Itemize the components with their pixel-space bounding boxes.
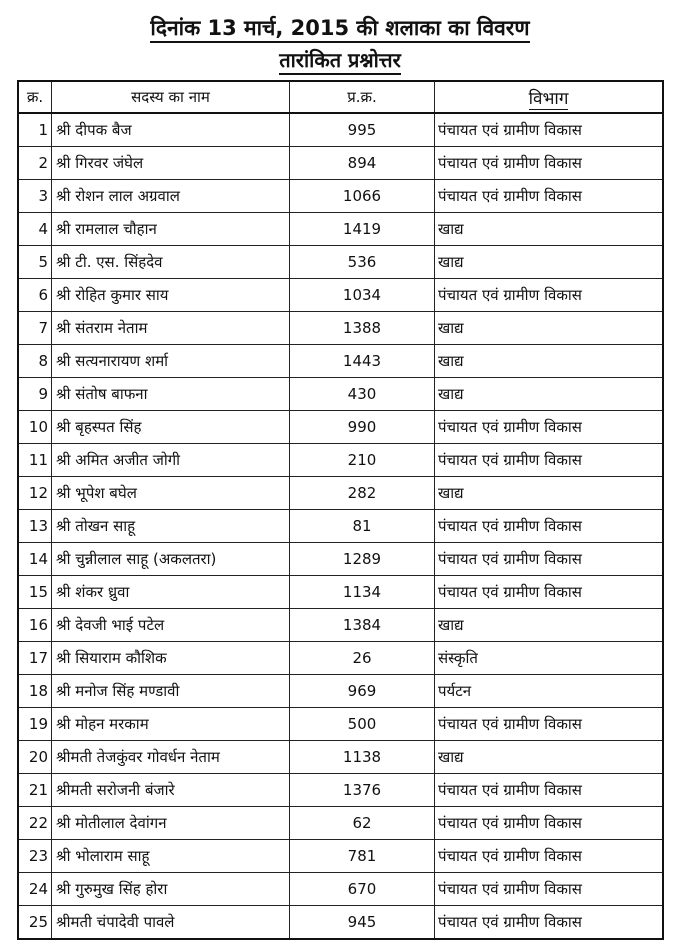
table-row: [18, 642, 663, 675]
cell-department: खाद्य: [435, 246, 664, 279]
cell-question-number: 670: [290, 873, 435, 906]
cell-serial: 23: [18, 840, 52, 873]
cell-serial: 21: [18, 774, 52, 807]
cell-question-number: 969: [290, 675, 435, 708]
table-row: [18, 774, 663, 807]
cell-member-name: श्री शंकर ध्रुवा: [52, 576, 290, 609]
cell-member-name: श्री मोतीलाल देवांगन: [52, 807, 290, 840]
table-row: [18, 576, 663, 609]
cell-member-name: श्री संतराम नेताम: [52, 312, 290, 345]
cell-department: खाद्य: [435, 477, 664, 510]
cell-department: पंचायत एवं ग्रामीण विकास: [435, 708, 664, 741]
cell-question-number: 1138: [290, 741, 435, 774]
cell-department: पंचायत एवं ग्रामीण विकास: [435, 807, 664, 840]
cell-member-name: श्रीमती सरोजनी बंजारे: [52, 774, 290, 807]
document-title: [0, 14, 680, 42]
table-body: [18, 113, 663, 939]
header-row: [18, 81, 663, 113]
cell-serial: 3: [18, 180, 52, 213]
cell-serial: 25: [18, 906, 52, 940]
cell-serial: 15: [18, 576, 52, 609]
header-member-name: सदस्य का नाम: [52, 81, 290, 113]
cell-question-number: 210: [290, 444, 435, 477]
cell-serial: 24: [18, 873, 52, 906]
cell-department: पंचायत एवं ग्रामीण विकास: [435, 444, 664, 477]
cell-serial: 5: [18, 246, 52, 279]
table-header: [18, 81, 663, 113]
header-department: [435, 81, 664, 113]
table-row: [18, 147, 663, 180]
cell-member-name: श्री देवजी भाई पटेल: [52, 609, 290, 642]
cell-department: पर्यटन: [435, 675, 664, 708]
cell-serial: 19: [18, 708, 52, 741]
cell-department: पंचायत एवं ग्रामीण विकास: [435, 411, 664, 444]
cell-question-number: 500: [290, 708, 435, 741]
cell-department: पंचायत एवं ग्रामीण विकास: [435, 840, 664, 873]
document-title-text: दिनांक 13 मार्च, 2015 की शलाका का विवरण: [150, 16, 529, 43]
cell-member-name: श्री संतोष बाफना: [52, 378, 290, 411]
table-row: [18, 510, 663, 543]
cell-serial: 18: [18, 675, 52, 708]
table-row: [18, 113, 663, 147]
cell-serial: 6: [18, 279, 52, 312]
cell-member-name: श्री तोखन साहू: [52, 510, 290, 543]
cell-question-number: 894: [290, 147, 435, 180]
cell-department: खाद्य: [435, 609, 664, 642]
cell-member-name: श्रीमती तेजकुंवर गोवर्धन नेताम: [52, 741, 290, 774]
cell-member-name: श्री अमित अजीत जोगी: [52, 444, 290, 477]
cell-serial: 12: [18, 477, 52, 510]
cell-department: खाद्य: [435, 741, 664, 774]
members-table: [17, 80, 664, 940]
cell-serial: 8: [18, 345, 52, 378]
document-subtitle: [0, 46, 680, 73]
table-row: [18, 312, 663, 345]
cell-department: खाद्य: [435, 378, 664, 411]
cell-member-name: श्री सत्यनारायण शर्मा: [52, 345, 290, 378]
table-row: [18, 807, 663, 840]
cell-question-number: 62: [290, 807, 435, 840]
cell-question-number: 1289: [290, 543, 435, 576]
cell-serial: 10: [18, 411, 52, 444]
cell-serial: 14: [18, 543, 52, 576]
table-row: [18, 246, 663, 279]
cell-member-name: श्री गिरवर जंघेल: [52, 147, 290, 180]
header-department-text: विभाग: [528, 88, 569, 109]
cell-department: पंचायत एवं ग्रामीण विकास: [435, 543, 664, 576]
cell-question-number: 1134: [290, 576, 435, 609]
cell-department: पंचायत एवं ग्रामीण विकास: [435, 510, 664, 543]
cell-question-number: 430: [290, 378, 435, 411]
cell-question-number: 81: [290, 510, 435, 543]
cell-member-name: श्री रोहित कुमार साय: [52, 279, 290, 312]
table-row: [18, 180, 663, 213]
cell-serial: 1: [18, 113, 52, 147]
table-row: [18, 213, 663, 246]
table-row: [18, 477, 663, 510]
table-row: [18, 708, 663, 741]
cell-member-name: श्री बृहस्पत सिंह: [52, 411, 290, 444]
table-row: [18, 741, 663, 774]
cell-question-number: 1388: [290, 312, 435, 345]
table-row: [18, 378, 663, 411]
cell-serial: 7: [18, 312, 52, 345]
cell-department: खाद्य: [435, 345, 664, 378]
cell-question-number: 995: [290, 113, 435, 147]
table-row: [18, 345, 663, 378]
cell-question-number: 1066: [290, 180, 435, 213]
cell-question-number: 781: [290, 840, 435, 873]
cell-serial: 22: [18, 807, 52, 840]
cell-member-name: श्री गुरुमुख सिंह होरा: [52, 873, 290, 906]
cell-member-name: श्री रोशन लाल अग्रवाल: [52, 180, 290, 213]
cell-member-name: श्री रामलाल चौहान: [52, 213, 290, 246]
cell-serial: 9: [18, 378, 52, 411]
cell-question-number: 1419: [290, 213, 435, 246]
table-row: [18, 279, 663, 312]
cell-department: पंचायत एवं ग्रामीण विकास: [435, 147, 664, 180]
cell-serial: 11: [18, 444, 52, 477]
cell-question-number: 536: [290, 246, 435, 279]
cell-member-name: श्री मोहन मरकाम: [52, 708, 290, 741]
cell-serial: 16: [18, 609, 52, 642]
cell-department: संस्कृति: [435, 642, 664, 675]
cell-member-name: श्री भोलाराम साहू: [52, 840, 290, 873]
cell-member-name: श्रीमती चंपादेवी पावले: [52, 906, 290, 940]
cell-department: पंचायत एवं ग्रामीण विकास: [435, 576, 664, 609]
cell-serial: 2: [18, 147, 52, 180]
cell-question-number: 1384: [290, 609, 435, 642]
table-row: [18, 873, 663, 906]
header-serial: क्र.: [18, 81, 52, 113]
cell-question-number: 26: [290, 642, 435, 675]
cell-member-name: श्री दीपक बैज: [52, 113, 290, 147]
cell-question-number: 945: [290, 906, 435, 940]
cell-member-name: श्री भूपेश बघेल: [52, 477, 290, 510]
cell-member-name: श्री चुन्नीलाल साहू (अकलतरा): [52, 543, 290, 576]
table-row: [18, 675, 663, 708]
header-question-number: प्र.क्र.: [290, 81, 435, 113]
cell-question-number: 282: [290, 477, 435, 510]
cell-department: पंचायत एवं ग्रामीण विकास: [435, 873, 664, 906]
cell-serial: 4: [18, 213, 52, 246]
table-row: [18, 609, 663, 642]
cell-department: पंचायत एवं ग्रामीण विकास: [435, 180, 664, 213]
cell-department: खाद्य: [435, 312, 664, 345]
cell-department: पंचायत एवं ग्रामीण विकास: [435, 279, 664, 312]
table-row: [18, 444, 663, 477]
cell-question-number: 1443: [290, 345, 435, 378]
cell-question-number: 990: [290, 411, 435, 444]
cell-member-name: श्री मनोज सिंह मण्डावी: [52, 675, 290, 708]
cell-serial: 13: [18, 510, 52, 543]
cell-question-number: 1376: [290, 774, 435, 807]
table-row: [18, 906, 663, 940]
table-row: [18, 411, 663, 444]
cell-member-name: श्री सियाराम कौशिक: [52, 642, 290, 675]
cell-department: पंचायत एवं ग्रामीण विकास: [435, 774, 664, 807]
cell-serial: 17: [18, 642, 52, 675]
cell-member-name: श्री टी. एस. सिंहदेव: [52, 246, 290, 279]
cell-department: पंचायत एवं ग्रामीण विकास: [435, 906, 664, 940]
document-subtitle-text: तारांकित प्रश्नोत्तर: [279, 48, 401, 75]
cell-department: पंचायत एवं ग्रामीण विकास: [435, 113, 664, 147]
table-row: [18, 543, 663, 576]
table-row: [18, 840, 663, 873]
cell-question-number: 1034: [290, 279, 435, 312]
cell-serial: 20: [18, 741, 52, 774]
cell-department: खाद्य: [435, 213, 664, 246]
